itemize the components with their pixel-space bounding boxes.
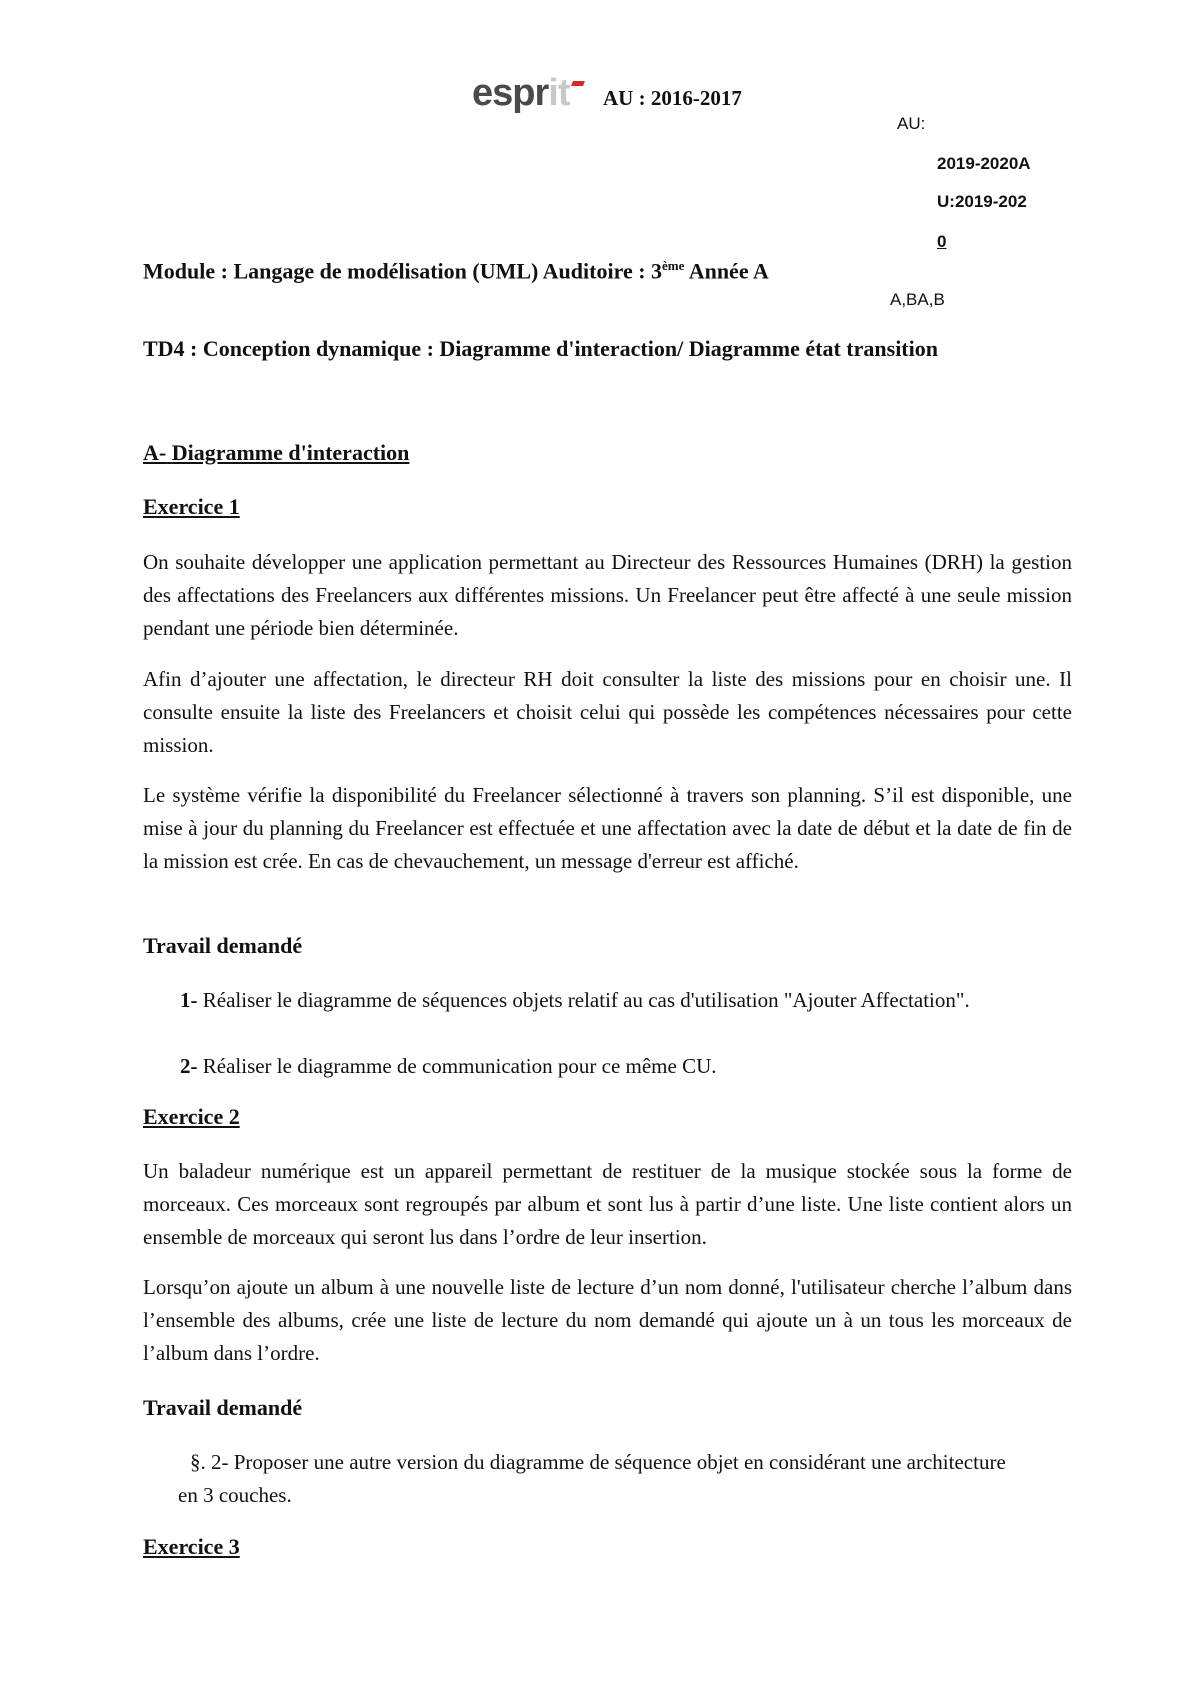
module-prefix: Module : Langage de modélisation (UML) Auditoire : 3	[143, 258, 663, 284]
logo-text: esprit	[472, 72, 570, 114]
esprit-logo	[472, 72, 584, 112]
module-suffix: Année A	[684, 258, 769, 284]
academic-year: AU : 2016-2017	[603, 86, 742, 110]
exercise1-title: Exercice 1	[143, 494, 240, 519]
exercise1-work-title: Travail demandé	[143, 933, 303, 958]
exercise1-task-1	[180, 984, 1010, 1017]
side-groups: A,BA,B	[890, 290, 945, 309]
exercise1-paragraph-2: Afin d’ajouter une affectation, le directeur RH doit consulter la liste des missions pour en choisir une. Il consulte ensuite la liste des Freelancers et choisit celui qui possède les compétences nécessaires pour cette mission.	[143, 667, 1072, 757]
task-2-number: 2-	[180, 1054, 198, 1078]
exercise2-task: §. 2- Proposer une autre version du diagramme de séquence objet en considérant une architecture en 3 couches.	[178, 1450, 1006, 1507]
td-title: TD4 : Conception dynamique : Diagramme d'interaction/ Diagramme état transition	[143, 336, 938, 361]
exercise2-paragraph-1: Un baladeur numérique est un appareil permettant de restituer de la musique stockée sous la forme de morceaux. Ces morceaux sont regroupés par album et sont lus à partir d’une liste. Une liste contient alors un ensemble de morceaux qui seront lus dans l’ordre de leur insertion.	[143, 1159, 1072, 1249]
exercise1-paragraph-1: On souhaite développer une application permettant au Directeur des Ressources Humaines (DRH) la gestion des affectations des Freelancers aux différentes missions. Un Freelancer peut être affecté à une seule mission pendant une période bien déterminée.	[143, 550, 1072, 640]
logo-accent	[571, 81, 585, 86]
exercise2-work-title: Travail demandé	[143, 1395, 303, 1420]
side-year-2: U:2019-202	[937, 192, 1027, 211]
exercise1-paragraph-3: Le système vérifie la disponibilité du Freelancer sélectionné à travers son planning. S’il est disponible, une mise à jour du planning du Freelancer est effectuée et une affectation avec la date de début et la date de fin de la mission est crée. En cas de chevauchement, un message d'erreur est affiché.	[143, 783, 1072, 873]
section-a-prefix: A-	[143, 440, 167, 465]
task-1-text: Réaliser le diagramme de séquences objets relatif au cas d'utilisation "Ajouter Affectation".	[202, 988, 970, 1012]
side-year-1: 2019-2020A	[937, 154, 1031, 173]
exercise1-task-2	[180, 1050, 980, 1083]
exercise2-paragraph-2: Lorsqu’on ajoute un album à une nouvelle liste de lecture d’un nom donné, l'utilisateur cherche l’album dans l’ensemble des albums, crée une liste de lecture du nom demandé qui ajoute un à un tous les morceaux de l’album dans l’ordre.	[143, 1275, 1072, 1365]
module-superscript: ème	[662, 258, 685, 273]
module-line	[143, 258, 769, 284]
exercise2-title: Exercice 2	[143, 1104, 240, 1129]
side-year-3: 0	[937, 232, 947, 251]
side-au-label: AU:	[897, 114, 926, 133]
logo-text-suffix: it	[548, 72, 570, 114]
section-a-heading	[143, 440, 409, 466]
exercise3-title: Exercice 3	[143, 1534, 240, 1559]
task-2-text: Réaliser le diagramme de communication pour ce même CU.	[202, 1054, 717, 1078]
section-a-title: Diagramme d'interaction	[171, 440, 410, 465]
task-1-number: 1-	[180, 988, 198, 1012]
